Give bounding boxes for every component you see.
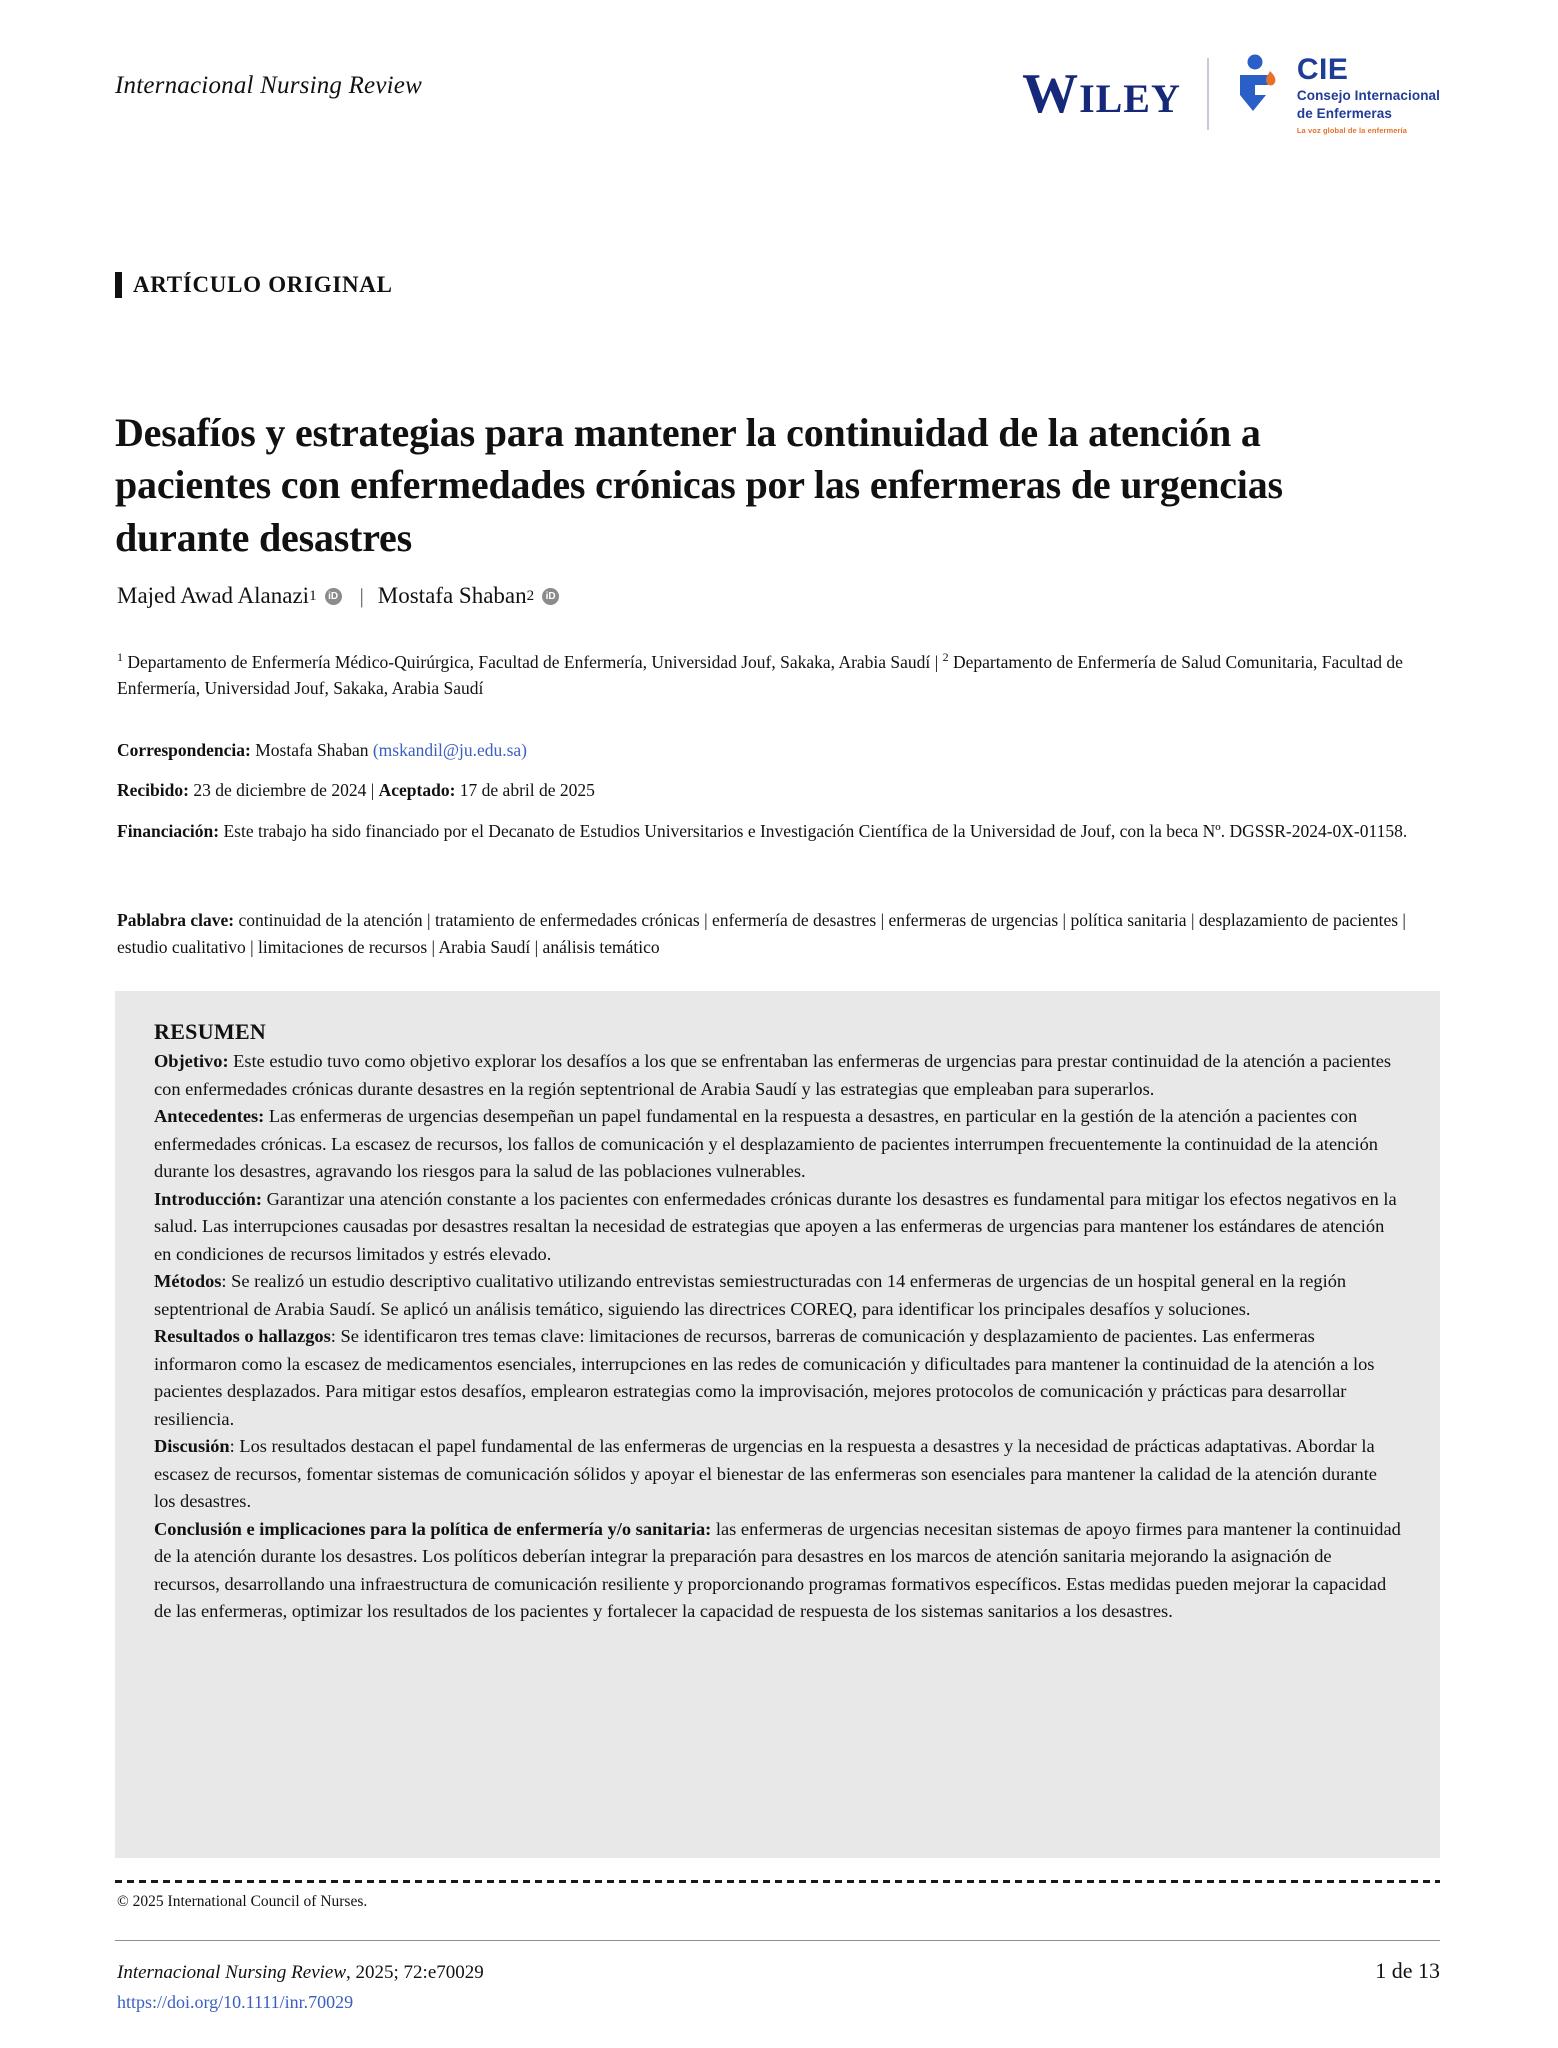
cie-emblem-icon xyxy=(1235,53,1285,119)
article-type-label xyxy=(115,272,393,298)
article-type-text: ARTÍCULO ORIGINAL xyxy=(133,272,393,297)
abstract-section-label: Discusión xyxy=(154,1436,230,1457)
abstract-section xyxy=(154,1103,1402,1186)
wiley-logo: WILEY xyxy=(1022,63,1181,125)
keywords-text: continuidad de la atención | tratamiento de enfermedades crónicas | enfermería de desastres | enfermeras de urgencias | política sanitaria | desplazamiento de pacientes | estudio cualitativo | limitaciones de recursos | Arabia Saudí | análisis temático xyxy=(117,910,1406,957)
affiliation-mark-2: 2 xyxy=(942,650,949,664)
received-label: Recibido: xyxy=(117,780,189,800)
author-list xyxy=(117,583,563,609)
abstract-section-text: Garantizar una atención constante a los pacientes con enfermedades crónicas durante los desastres es fundamental para mitigar los efectos negativos en la salud. Las interrupciones causadas por desastres resaltan la necesidad de estrategias que apoyen a las enfermeras de urgencias para mantener los estándares de atención en condiciones de recursos limitados y estrés elevado. xyxy=(154,1188,1397,1264)
funding-block xyxy=(117,818,1435,845)
abstract-section-text: Las enfermeras de urgencias desempeñan un papel fundamental en la respuesta a desastres, en particular en la gestión de la atención a pacientes con enfermedades crónicas. La escasez de recursos, los fallos de comunicación y el desplazamiento de pacientes interrumpen frecuentemente la continuidad de la atención durante los desastres, agravando los riesgos para la salud de las poblaciones vulnerables. xyxy=(154,1106,1378,1182)
abstract-section-label: Antecedentes: xyxy=(154,1106,265,1127)
received-date: 23 de diciembre de 2024 xyxy=(193,780,367,800)
abstract-heading: RESUMEN xyxy=(154,1019,267,1044)
correspondence-email-link[interactable]: (mskandil@ju.edu.sa) xyxy=(372,740,527,760)
brand-divider xyxy=(1207,58,1209,130)
cie-subtitle-line2: de Enfermeras xyxy=(1296,106,1392,122)
dates-block xyxy=(117,777,1435,804)
abstract-section xyxy=(154,1186,1402,1269)
keywords-block xyxy=(117,907,1435,960)
affiliation-text-2: Departamento de Enfermería de Salud Comunitaria, Facultad de Enfermería, Universidad Jouf, Sakaka, Arabia Saudí xyxy=(117,651,1403,699)
accepted-date: 17 de abril de 2025 xyxy=(459,780,595,800)
keywords-label: Pablabra clave: xyxy=(117,910,235,930)
journal-masthead: Internacional Nursing Review xyxy=(115,72,422,99)
abstract-section-label: Objetivo: xyxy=(154,1051,229,1071)
orcid-icon[interactable] xyxy=(542,588,559,605)
cie-logo xyxy=(1235,53,1440,135)
affiliation-text-1: Departamento de Enfermería Médico-Quirúrgica, Facultad de Enfermería, Universidad Jouf, Sakaka, Arabia Saudí xyxy=(127,651,931,672)
abstract-section-text: las enfermeras de urgencias necesitan sistemas de apoyo firmes para mantener la continuidad de la atención durante los desastres. Los políticos deberían integrar la preparación para desastres en los marcos de atención sanitaria mejorando la asignación de recursos, desarrollando una infraestructura de comunicación resiliente y proporcionando programas formativos específicos. Estas medidas pueden mejorar la capacidad de las enfermeras, optimizar los resultados de los pacientes y fortalecer la capacidad de respuesta de los sistemas sanitarios a los desastres. xyxy=(154,1518,1401,1622)
footer-journal-name: Internacional Nursing Review xyxy=(117,1962,347,1983)
page-indicator: 1 de 13 xyxy=(1375,1958,1440,1983)
author-name-1: Majed Awad Alanazi xyxy=(117,583,310,608)
author-affiliation-mark-1: 1 xyxy=(309,587,317,604)
abstract-section xyxy=(154,1268,1402,1323)
abstract-panel xyxy=(115,991,1440,1858)
funding-text: Este trabajo ha sido financiado por el Decanato de Estudios Universitarios e Investigación Científica de la Universidad de Jouf, con la beca Nº. DGSSR-2024-0X-01158. xyxy=(223,821,1408,841)
correspondence-block xyxy=(117,737,1435,764)
abstract-section xyxy=(154,1516,1402,1626)
publisher-branding xyxy=(1022,55,1440,133)
affiliation-mark-1: 1 xyxy=(117,650,123,664)
correspondence-name: Mostafa Shaban xyxy=(255,740,369,760)
footer-citation xyxy=(117,1958,484,2017)
author-name-2: Mostafa Shaban xyxy=(377,583,527,608)
copyright-notice: © 2025 International Council of Nurses. xyxy=(117,1893,368,1910)
author-affiliation-mark-2: 2 xyxy=(526,587,535,604)
abstract-section-text: Este estudio tuvo como objetivo explorar los desafíos a los que se enfrentaban las enfermeras de urgencias para prestar continuidad de la atención a pacientes con enfermedades crónicas durante desastres en la región septentrional de Arabia Saudí y las estrategias que empleaban para superarlos. xyxy=(154,1051,1392,1099)
correspondence-label: Correspondencia: xyxy=(117,740,251,760)
cie-subtitle-line1: Consejo Internacional xyxy=(1296,87,1440,103)
abstract-section-label: Resultados o hallazgos xyxy=(154,1326,331,1347)
dates-divider: | xyxy=(370,780,375,800)
abstract-section-text: : Los resultados destacan el papel fundamental de las enfermeras de urgencias en la respuesta a desastres y la necesidad de prácticas adaptativas. Abordar la escasez de recursos, fomentar sistemas de comunicación sólidos y apoyar el bienestar de las enfermeras son esenciales para mantener la calidad de la atención durante los desastres. xyxy=(154,1436,1377,1512)
footer-citation-line xyxy=(117,1958,484,1988)
doi-link[interactable]: https://doi.org/10.1111/inr.70029 xyxy=(117,1992,354,2013)
funding-label: Financiación: xyxy=(117,821,220,841)
abstract-section-label: Conclusión e implicaciones para la política de enfermería y/o sanitaria: xyxy=(154,1518,712,1539)
article-type-accent-bar xyxy=(115,272,122,298)
affiliations-block xyxy=(117,648,1435,702)
cie-acronym: CIE xyxy=(1296,53,1349,87)
abstract-section xyxy=(154,1433,1402,1516)
abstract-section-text: : Se identificaron tres temas clave: limitaciones de recursos, barreras de comunicación y desplazamiento de pacientes. Las enfermeras informaron como la escasez de medicamentos esenciales, interrupciones en las redes de comunicación y dificultades para mantener la continuidad de la atención a los pacientes desplazados. Para mitigar estos desafíos, emplearon estrategias como la improvisación, mejores protocolos de comunicación y prácticas para desarrollar resiliencia. xyxy=(154,1326,1375,1429)
abstract-section-label: Métodos xyxy=(154,1271,222,1292)
footer-citation-detail: , 2025; 72:e70029 xyxy=(346,1962,484,1983)
cie-tagline: La voz global de la enfermería xyxy=(1296,125,1407,135)
accepted-label: Aceptado: xyxy=(378,780,456,800)
footer-dashed-divider xyxy=(115,1880,1440,1883)
abstract-section-label: Introducción: xyxy=(154,1188,262,1209)
cie-wordmark xyxy=(1297,53,1440,135)
page-title: Desafíos y estrategias para mantener la continuidad de la atención a pacientes con enfermedades crónicas por las enfermeras de urgencias durante desastres xyxy=(115,409,1283,560)
orcid-icon[interactable] xyxy=(325,588,342,605)
abstract-section xyxy=(154,1048,1402,1103)
abstract-section xyxy=(154,1323,1402,1433)
affiliation-divider: | xyxy=(934,651,939,672)
footer-rule xyxy=(115,1940,1440,1941)
abstract-section-text: : Se realizó un estudio descriptivo cualitativo utilizando entrevistas semiestructuradas con 14 enfermeras de urgencias de un hospital general en la región septentrional de Arabia Saudí. Se aplicó un análisis temático, siguiendo las directrices COREQ, para identificar los principales desafíos y soluciones. xyxy=(154,1271,1347,1319)
author-separator: | xyxy=(359,583,364,608)
